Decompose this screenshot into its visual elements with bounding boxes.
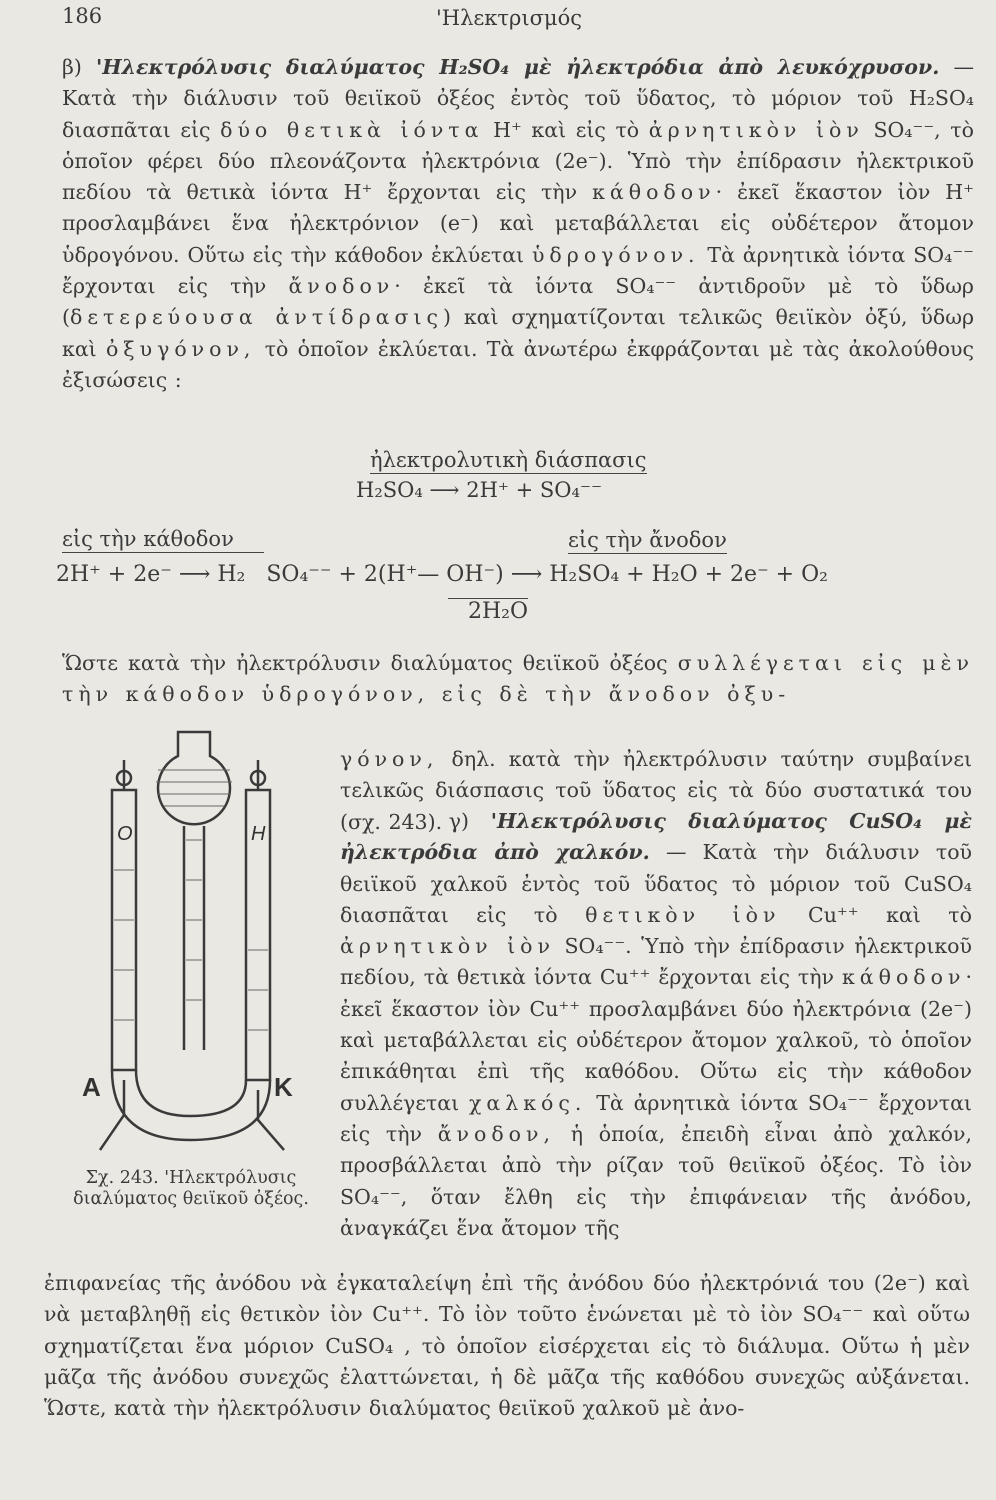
text-span: ἡ ὁποία, ἐπειδὴ εἶναι ἀπὸ χαλκόν, προσβάλλεται ἀπὸ τὴν ρίζαν τοῦ θειϊκοῦ ὀξέος. Τὸ ἰὸν SO₄⁻⁻, ὅταν ἔλθη εἰς τὴν ἐπιφάνειαν τῆς ἀνόδου, ἀναγκάζει ἕνα ἄτομον τῆς — [340, 1121, 972, 1240]
dissociation-equation: H₂SO₄ ⟶ 2H⁺ + SO₄⁻⁻ — [356, 478, 603, 502]
emphasis-span: γόνον, — [340, 747, 439, 771]
electrode-equations — [56, 562, 828, 587]
final-paragraph: ἐπιφανείας τῆς ἀνόδου νὰ ἐγκαταλείψη ἐπὶ τῆς ἀνόδου δύο ἠλεκτρόνιά του (2e⁻) καὶ νὰ μεταβληθῇ εἰς θετικὸν ἰὸν Cu⁺⁺. Τὸ ἰὸν τοῦτο ἑνώνεται μὲ τὸ ἰὸν SO₄⁻⁻ καὶ οὕτω σχηματίζεται ἕνα μόριον CuSO₄ , τὸ ὁποῖον εἰσέρχεται εἰς τὸ διάλυμα. Οὕτω ἡ μὲν μᾶζα τῆς ἀνόδου συνεχῶς ἐλαττώνεται, ἡ δὲ μᾶζα τῆς καθόδου συνεχῶς αὐξάνεται. Ὥστε, κατὰ τὴν ἠλεκτρόλυσιν διαλύματος θειϊκοῦ χαλκοῦ μὲ ἀνο- — [44, 1271, 970, 1421]
text-span: ) καὶ σχηματίζονται τελικῶς θειϊκὸν ὀξύ, ὕδωρ καὶ — [62, 305, 974, 361]
emphasis-span: θετικὸν ἰὸν — [585, 902, 781, 927]
text-span: · ἐκεῖ τὰ ἰόντα SO₄⁻⁻ ἀντιδροῦν μὲ τὸ ὕδωρ ( — [62, 274, 974, 330]
emphasis-span: κάθοδον — [841, 965, 966, 990]
running-head: 'Ηλεκτρισμός — [436, 6, 582, 30]
emphasis-span: κάθοδον — [592, 180, 716, 205]
section-beta-label: β) — [62, 55, 82, 79]
left-electrode — [100, 1080, 124, 1150]
cathode-equation: 2H⁺ + 2e⁻ ⟶ H₂ — [56, 562, 246, 587]
section-gamma-paragraph — [340, 806, 972, 1244]
central-stem — [184, 826, 204, 1050]
text-span: · ἐκεῖ ἕκαστον ἰὸν H⁺ προσλαμβάνει ἕνα ἠλεκτρόνιον (e⁻) καὶ μεταβάλλεται εἰς οὐδέτερον ἄτομον ὑδρογόνου. Οὕτω εἰς τὴν κάθοδον ἐκλύεται — [62, 180, 974, 267]
text-span: Τὰ ἀρνητικὰ ἰόντα SO₄⁻⁻ ἔρχονται εἰς τὴν — [340, 1090, 972, 1146]
left-tube-label: O — [117, 823, 133, 845]
text-span: Cu⁺⁺ καὶ τὸ — [808, 902, 972, 927]
water-product: 2H₂O — [448, 598, 528, 624]
text-span: Ὥστε κατὰ τὴν ἠλεκτρόλυσιν διαλύματος θειϊκοῦ ὀξέος — [62, 651, 668, 675]
text-span: H⁺ καὶ εἰς τὸ — [493, 117, 640, 142]
section-beta-paragraph — [62, 52, 974, 396]
emphasis-span: χαλκός. — [468, 1090, 587, 1115]
text-span: · ἐκεῖ ἕκαστον ἰὸν Cu⁺⁺ προσλαμβάνει δύο ἠλεκτρόνια (2e⁻) καὶ μεταβάλλεται εἰς οὐδέτερον ἄτομον χαλκοῦ, τὸ ὁποῖον ἐπικάθηται ἐπὶ τῆς καθόδου. Οὕτω εἰς τὴν κάθοδον συλλέγεται — [340, 965, 972, 1115]
emphasis-span: ἀρνητικὸν ἰὸν — [340, 934, 555, 959]
cathode-label: εἰς τὴν κάθοδον — [62, 527, 264, 553]
emphasis-span: ἄνοδον — [288, 274, 395, 299]
emphasis-span: ὑδρογόνον. — [531, 242, 700, 267]
conclusion-paragraph — [62, 648, 974, 711]
emphasis-span: ἄνοδον, — [437, 1121, 555, 1146]
emphasis-span: ὀξυγόνον, — [105, 336, 256, 361]
text-span: Τὰ ἀρνητικὰ ἰόντα SO₄⁻⁻ ἔρχονται εἰς τὴν — [62, 242, 974, 299]
text-span: SO₄⁻⁻. Ὑπὸ τὴν ἐπίδρασιν ἠλεκτρικοῦ πεδίου, τὰ θετικὰ ἰόντα Cu⁺⁺ ἔρχονται εἰς τὴν — [340, 934, 972, 990]
emphasis-span: δετερεύουσα ἀντίδρασις — [70, 305, 443, 330]
section-beta-title: 'Ηλεκτρόλυσις διαλύματος H₂SO₄ μὲ ἠλεκτρόδια ἀπὸ λευκόχρυσον. — [96, 55, 940, 79]
text-span: SO₄⁻⁻, τὸ ὁποῖον φέρει δύο πλεονάζοντα ἠλεκτρόνια (2e⁻). Ὑπὸ τὴν ἐπίδρασιν ἠλεκτρικοῦ πεδίου τὰ θετικὰ ἰόντα H⁺ ἔρχονται εἰς τὴν — [62, 117, 974, 205]
right-tube-label: H — [251, 823, 266, 845]
section-gamma-label: γ) — [448, 809, 470, 833]
text-span: τὸ ὁποῖον ἐκλύεται. Τὰ ἀνωτέρω ἐκφράζονται μὲ τὰς ἀκολούθους ἐξισώσεις : — [62, 336, 974, 392]
anode-label: εἰς τὴν ἄνοδον — [568, 528, 727, 552]
emphasis-span: συλλέγεται εἰς μὲν τὴν κάθοδον ὑδρογόνον, εἰς δὲ τὴν ἄνοδον ὀξυ- — [62, 651, 974, 707]
emphasis-span: δύο θετικὰ ἰόντα — [220, 117, 484, 142]
dissociation-label: ἠλεκτρολυτικὴ διάσπασις — [370, 448, 647, 472]
page-header — [62, 4, 956, 34]
cathode-electrode-label: K — [274, 1072, 293, 1102]
text-span: — Κατὰ τὴν διάλυσιν τοῦ θειϊκοῦ χαλκοῦ ἐντὸς τοῦ ὕδατος τὸ μόριον τοῦ CuSO₄ διασπᾶται εἰς τὸ — [340, 840, 972, 927]
anode-equation: SO₄⁻⁻ + 2(H⁺— OH⁻) ⟶ H₂SO₄ + H₂O + 2e⁻ + O₂ — [266, 562, 828, 587]
figure-caption: Σχ. 243. 'Ηλεκτρόλυσις διαλύματος θειϊκοῦ ὀξέος. — [73, 1168, 309, 1209]
u-bend-inner — [136, 1070, 246, 1116]
text-span: — Κατὰ τὴν διάλυσιν τοῦ θειϊκοῦ ὀξέος ἐντὸς τοῦ ὕδατος, τὸ μόριον τοῦ H₂SO₄ διασπᾶται εἰς — [62, 55, 974, 142]
text-span: δηλ. κατὰ τὴν ἠλεκτρόλυσιν ταύτην συμβαίνει τελικῶς διάσπασις τοῦ ὕδατος εἰς τὰ δύο συστατικά του (σχ. 243). — [340, 747, 972, 834]
anode-electrode-label: A — [82, 1072, 101, 1102]
reservoir-bulb — [158, 732, 230, 824]
electrolysis-apparatus-figure — [60, 720, 330, 1170]
section-gamma-title: 'Ηλεκτρόλυσις διαλύματος CuSO₄ μὲ ἠλεκτρόδια ἀπὸ χαλκόν. — [340, 809, 972, 865]
page-number: 186 — [62, 4, 103, 28]
emphasis-span: ἀρνητικὸν ἰὸν — [648, 117, 864, 142]
